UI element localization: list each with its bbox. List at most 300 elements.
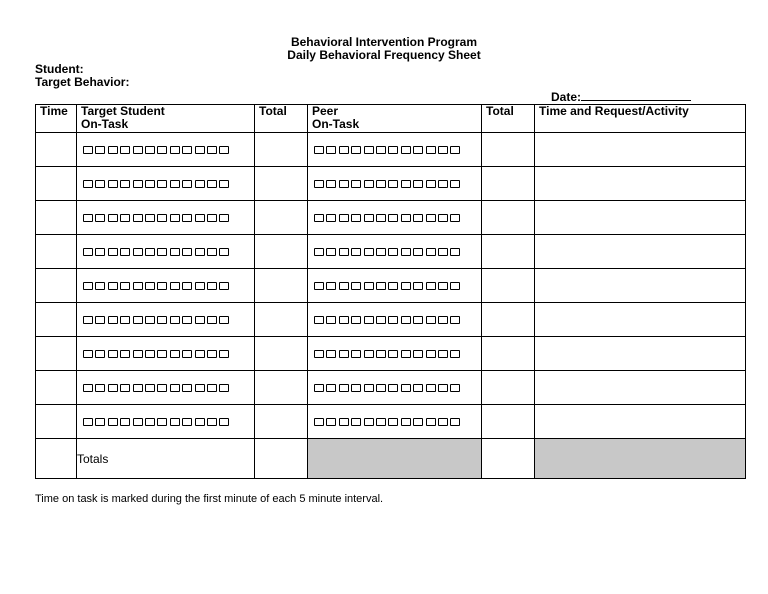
interval-checkbox[interactable]: [351, 350, 361, 358]
interval-checkbox[interactable]: [120, 146, 130, 154]
request-activity-cell[interactable]: [535, 371, 746, 405]
target-student-cell: [77, 371, 255, 405]
interval-checkbox[interactable]: [95, 316, 105, 324]
request-activity-cell[interactable]: [535, 235, 746, 269]
target-student-cell: [77, 269, 255, 303]
interval-checkbox[interactable]: [326, 282, 336, 290]
interval-checkbox[interactable]: [108, 350, 118, 358]
interval-checkbox[interactable]: [388, 146, 398, 154]
interval-row: [36, 303, 746, 337]
interval-checkbox[interactable]: [413, 214, 423, 222]
interval-checkbox[interactable]: [351, 384, 361, 392]
interval-checkbox[interactable]: [450, 214, 460, 222]
peer-checkbox-group: [308, 303, 481, 336]
totals-student-total-cell[interactable]: [255, 439, 308, 479]
interval-checkbox[interactable]: [438, 248, 448, 256]
interval-checkbox[interactable]: [314, 180, 324, 188]
interval-checkbox[interactable]: [314, 350, 324, 358]
interval-checkbox[interactable]: [182, 316, 192, 324]
interval-checkbox[interactable]: [413, 248, 423, 256]
interval-checkbox[interactable]: [120, 418, 130, 426]
request-activity-cell[interactable]: [535, 405, 746, 439]
interval-checkbox[interactable]: [219, 350, 229, 358]
target-student-checkbox-group: [77, 269, 254, 302]
interval-checkbox[interactable]: [195, 282, 205, 290]
interval-checkbox[interactable]: [339, 316, 349, 324]
interval-checkbox[interactable]: [133, 418, 143, 426]
interval-checkbox[interactable]: [450, 350, 460, 358]
interval-checkbox[interactable]: [401, 214, 411, 222]
interval-checkbox[interactable]: [219, 418, 229, 426]
col-header-peer: Peer On-Task: [308, 105, 482, 133]
interval-checkbox[interactable]: [401, 248, 411, 256]
interval-checkbox[interactable]: [326, 146, 336, 154]
interval-checkbox[interactable]: [364, 248, 374, 256]
interval-checkbox[interactable]: [351, 180, 361, 188]
interval-checkbox[interactable]: [219, 180, 229, 188]
interval-checkbox[interactable]: [83, 146, 93, 154]
interval-checkbox[interactable]: [438, 384, 448, 392]
interval-checkbox[interactable]: [145, 418, 155, 426]
interval-checkbox[interactable]: [438, 282, 448, 290]
interval-checkbox[interactable]: [120, 316, 130, 324]
date-label: Date:: [551, 90, 582, 104]
interval-checkbox[interactable]: [120, 180, 130, 188]
interval-checkbox[interactable]: [326, 248, 336, 256]
interval-checkbox[interactable]: [157, 180, 167, 188]
peer-checkbox-group: [308, 201, 481, 234]
interval-checkbox[interactable]: [182, 282, 192, 290]
peer-total-cell[interactable]: [482, 235, 535, 269]
interval-checkbox[interactable]: [376, 316, 386, 324]
interval-row: [36, 405, 746, 439]
interval-checkbox[interactable]: [207, 146, 217, 154]
interval-checkbox[interactable]: [326, 350, 336, 358]
time-cell[interactable]: [36, 167, 77, 201]
interval-checkbox[interactable]: [207, 180, 217, 188]
header-row: [36, 105, 746, 133]
interval-checkbox[interactable]: [450, 282, 460, 290]
time-cell[interactable]: [36, 303, 77, 337]
interval-checkbox[interactable]: [326, 214, 336, 222]
request-activity-cell[interactable]: [535, 201, 746, 235]
interval-checkbox[interactable]: [157, 146, 167, 154]
interval-row: [36, 167, 746, 201]
peer-total-cell[interactable]: [482, 269, 535, 303]
peer-checkbox-group: [308, 371, 481, 404]
interval-checkbox[interactable]: [450, 384, 460, 392]
interval-checkbox[interactable]: [83, 248, 93, 256]
interval-checkbox[interactable]: [388, 350, 398, 358]
interval-checkbox[interactable]: [438, 316, 448, 324]
interval-checkbox[interactable]: [326, 180, 336, 188]
interval-checkbox[interactable]: [401, 350, 411, 358]
interval-checkbox[interactable]: [133, 248, 143, 256]
interval-checkbox[interactable]: [170, 316, 180, 324]
interval-checkbox[interactable]: [351, 146, 361, 154]
interval-checkbox[interactable]: [388, 282, 398, 290]
interval-checkbox[interactable]: [450, 418, 460, 426]
interval-checkbox[interactable]: [339, 180, 349, 188]
interval-checkbox[interactable]: [145, 316, 155, 324]
form-subtitle: Daily Behavioral Frequency Sheet: [287, 48, 481, 62]
interval-checkbox[interactable]: [120, 214, 130, 222]
interval-checkbox[interactable]: [388, 418, 398, 426]
time-cell[interactable]: [36, 269, 77, 303]
interval-checkbox[interactable]: [120, 384, 130, 392]
interval-checkbox[interactable]: [95, 384, 105, 392]
interval-checkbox[interactable]: [83, 384, 93, 392]
footer-note: Time on task is marked during the first minute of each 5 minute interval.: [35, 493, 384, 505]
student-total-cell[interactable]: [255, 133, 308, 167]
interval-checkbox[interactable]: [182, 350, 192, 358]
interval-checkbox[interactable]: [426, 282, 436, 290]
interval-checkbox[interactable]: [108, 146, 118, 154]
interval-row: [36, 133, 746, 167]
interval-checkbox[interactable]: [108, 282, 118, 290]
interval-checkbox[interactable]: [95, 214, 105, 222]
interval-checkbox[interactable]: [351, 214, 361, 222]
interval-checkbox[interactable]: [195, 384, 205, 392]
col-header-target-student: Target Student On-Task: [77, 105, 255, 133]
interval-checkbox[interactable]: [170, 248, 180, 256]
interval-checkbox[interactable]: [339, 418, 349, 426]
interval-checkbox[interactable]: [314, 248, 324, 256]
interval-checkbox[interactable]: [413, 146, 423, 154]
interval-checkbox[interactable]: [351, 418, 361, 426]
interval-checkbox[interactable]: [95, 282, 105, 290]
interval-checkbox[interactable]: [219, 146, 229, 154]
interval-checkbox[interactable]: [376, 180, 386, 188]
interval-checkbox[interactable]: [170, 214, 180, 222]
interval-checkbox[interactable]: [438, 418, 448, 426]
interval-checkbox[interactable]: [426, 384, 436, 392]
student-total-cell[interactable]: [255, 371, 308, 405]
interval-checkbox[interactable]: [133, 282, 143, 290]
interval-checkbox[interactable]: [195, 418, 205, 426]
peer-total-cell[interactable]: [482, 337, 535, 371]
interval-checkbox[interactable]: [376, 350, 386, 358]
request-activity-cell[interactable]: [535, 133, 746, 167]
interval-checkbox[interactable]: [145, 180, 155, 188]
target-student-cell: [77, 235, 255, 269]
interval-checkbox[interactable]: [364, 384, 374, 392]
interval-checkbox[interactable]: [364, 180, 374, 188]
target-student-cell: [77, 405, 255, 439]
interval-checkbox[interactable]: [83, 214, 93, 222]
interval-checkbox[interactable]: [351, 248, 361, 256]
interval-checkbox[interactable]: [133, 316, 143, 324]
interval-checkbox[interactable]: [388, 180, 398, 188]
interval-checkbox[interactable]: [401, 384, 411, 392]
form-title: Behavioral Intervention Program: [290, 35, 478, 49]
interval-checkbox[interactable]: [326, 384, 336, 392]
interval-checkbox[interactable]: [413, 180, 423, 188]
totals-activity-shaded-cell: [535, 439, 746, 479]
interval-checkbox[interactable]: [351, 282, 361, 290]
interval-checkbox[interactable]: [182, 248, 192, 256]
interval-checkbox[interactable]: [426, 248, 436, 256]
date-blank-line[interactable]: [581, 89, 691, 101]
interval-checkbox[interactable]: [314, 282, 324, 290]
peer-cell: [308, 303, 482, 337]
interval-checkbox[interactable]: [83, 316, 93, 324]
interval-checkbox[interactable]: [314, 316, 324, 324]
interval-checkbox[interactable]: [450, 316, 460, 324]
interval-checkbox[interactable]: [170, 384, 180, 392]
interval-checkbox[interactable]: [388, 248, 398, 256]
interval-checkbox[interactable]: [426, 180, 436, 188]
interval-checkbox[interactable]: [450, 180, 460, 188]
interval-checkbox[interactable]: [219, 282, 229, 290]
peer-total-cell[interactable]: [482, 167, 535, 201]
interval-checkbox[interactable]: [314, 146, 324, 154]
interval-checkbox[interactable]: [364, 282, 374, 290]
interval-checkbox[interactable]: [195, 248, 205, 256]
peer-checkbox-group: [308, 269, 481, 302]
interval-checkbox[interactable]: [401, 146, 411, 154]
interval-checkbox[interactable]: [364, 146, 374, 154]
interval-checkbox[interactable]: [108, 214, 118, 222]
interval-checkbox[interactable]: [207, 282, 217, 290]
interval-checkbox[interactable]: [170, 146, 180, 154]
interval-checkbox[interactable]: [426, 214, 436, 222]
interval-checkbox[interactable]: [133, 350, 143, 358]
interval-row: [36, 371, 746, 405]
interval-checkbox[interactable]: [314, 214, 324, 222]
interval-checkbox[interactable]: [108, 418, 118, 426]
interval-checkbox[interactable]: [207, 214, 217, 222]
interval-checkbox[interactable]: [219, 214, 229, 222]
interval-checkbox[interactable]: [426, 418, 436, 426]
interval-checkbox[interactable]: [314, 384, 324, 392]
interval-checkbox[interactable]: [339, 282, 349, 290]
time-cell[interactable]: [36, 405, 77, 439]
target-student-checkbox-group: [77, 235, 254, 268]
interval-checkbox[interactable]: [83, 180, 93, 188]
peer-cell: [308, 235, 482, 269]
interval-checkbox[interactable]: [145, 214, 155, 222]
student-total-cell[interactable]: [255, 235, 308, 269]
interval-checkbox[interactable]: [339, 384, 349, 392]
interval-checkbox[interactable]: [426, 316, 436, 324]
interval-checkbox[interactable]: [95, 180, 105, 188]
interval-checkbox[interactable]: [438, 146, 448, 154]
interval-checkbox[interactable]: [145, 384, 155, 392]
peer-cell: [308, 371, 482, 405]
interval-checkbox[interactable]: [413, 418, 423, 426]
interval-checkbox[interactable]: [219, 316, 229, 324]
interval-checkbox[interactable]: [314, 418, 324, 426]
interval-checkbox[interactable]: [108, 248, 118, 256]
interval-checkbox[interactable]: [195, 214, 205, 222]
target-student-cell: [77, 201, 255, 235]
target-student-checkbox-group: [77, 201, 254, 234]
peer-cell: [308, 405, 482, 439]
peer-total-cell[interactable]: [482, 405, 535, 439]
interval-checkbox[interactable]: [170, 180, 180, 188]
col-header-time-request-activity: Time and Request/Activity: [535, 105, 746, 133]
interval-checkbox[interactable]: [326, 418, 336, 426]
request-activity-cell[interactable]: [535, 167, 746, 201]
interval-checkbox[interactable]: [108, 384, 118, 392]
interval-checkbox[interactable]: [450, 248, 460, 256]
target-student-cell: [77, 133, 255, 167]
interval-checkbox[interactable]: [133, 146, 143, 154]
target-behavior-label: Target Behavior:: [35, 75, 130, 89]
interval-checkbox[interactable]: [450, 146, 460, 154]
interval-checkbox[interactable]: [438, 350, 448, 358]
interval-checkbox[interactable]: [339, 248, 349, 256]
interval-checkbox[interactable]: [157, 248, 167, 256]
interval-checkbox[interactable]: [133, 180, 143, 188]
interval-checkbox[interactable]: [413, 384, 423, 392]
interval-checkbox[interactable]: [426, 350, 436, 358]
peer-cell: [308, 337, 482, 371]
interval-checkbox[interactable]: [219, 248, 229, 256]
peer-total-cell[interactable]: [482, 133, 535, 167]
interval-row: [36, 235, 746, 269]
interval-checkbox[interactable]: [145, 248, 155, 256]
request-activity-cell[interactable]: [535, 337, 746, 371]
interval-checkbox[interactable]: [120, 248, 130, 256]
time-cell[interactable]: [36, 201, 77, 235]
interval-checkbox[interactable]: [376, 282, 386, 290]
time-cell[interactable]: [36, 133, 77, 167]
interval-checkbox[interactable]: [376, 418, 386, 426]
interval-checkbox[interactable]: [95, 350, 105, 358]
interval-checkbox[interactable]: [426, 146, 436, 154]
interval-checkbox[interactable]: [388, 214, 398, 222]
interval-checkbox[interactable]: [157, 384, 167, 392]
time-cell[interactable]: [36, 235, 77, 269]
student-total-cell[interactable]: [255, 167, 308, 201]
interval-checkbox[interactable]: [83, 418, 93, 426]
interval-row: [36, 201, 746, 235]
student-total-cell[interactable]: [255, 303, 308, 337]
interval-checkbox[interactable]: [438, 180, 448, 188]
interval-checkbox[interactable]: [145, 282, 155, 290]
interval-checkbox[interactable]: [376, 146, 386, 154]
totals-label: Totals: [77, 439, 255, 479]
interval-checkbox[interactable]: [170, 418, 180, 426]
interval-checkbox[interactable]: [157, 316, 167, 324]
time-cell[interactable]: [36, 371, 77, 405]
student-total-cell[interactable]: [255, 201, 308, 235]
interval-checkbox[interactable]: [182, 418, 192, 426]
interval-checkbox[interactable]: [401, 418, 411, 426]
interval-checkbox[interactable]: [207, 316, 217, 324]
interval-checkbox[interactable]: [145, 146, 155, 154]
interval-checkbox[interactable]: [95, 146, 105, 154]
target-student-checkbox-group: [77, 303, 254, 336]
interval-checkbox[interactable]: [195, 180, 205, 188]
interval-checkbox[interactable]: [182, 146, 192, 154]
interval-checkbox[interactable]: [364, 418, 374, 426]
interval-checkbox[interactable]: [326, 316, 336, 324]
target-student-checkbox-group: [77, 337, 254, 370]
totals-peer-total-cell[interactable]: [482, 439, 535, 479]
interval-checkbox[interactable]: [413, 350, 423, 358]
totals-peer-shaded-cell: [308, 439, 482, 479]
student-label: Student:: [35, 62, 84, 76]
student-total-cell[interactable]: [255, 337, 308, 371]
interval-checkbox[interactable]: [401, 282, 411, 290]
col-header-total-peer: Total: [482, 105, 535, 133]
interval-checkbox[interactable]: [157, 214, 167, 222]
interval-checkbox[interactable]: [401, 180, 411, 188]
interval-checkbox[interactable]: [401, 316, 411, 324]
interval-checkbox[interactable]: [339, 214, 349, 222]
interval-checkbox[interactable]: [195, 350, 205, 358]
interval-checkbox[interactable]: [108, 316, 118, 324]
student-total-cell[interactable]: [255, 269, 308, 303]
interval-checkbox[interactable]: [170, 350, 180, 358]
interval-checkbox[interactable]: [413, 316, 423, 324]
interval-checkbox[interactable]: [108, 180, 118, 188]
interval-checkbox[interactable]: [170, 282, 180, 290]
interval-checkbox[interactable]: [157, 282, 167, 290]
interval-checkbox[interactable]: [388, 316, 398, 324]
peer-total-cell[interactable]: [482, 303, 535, 337]
request-activity-cell[interactable]: [535, 269, 746, 303]
interval-checkbox[interactable]: [95, 248, 105, 256]
peer-total-cell[interactable]: [482, 201, 535, 235]
interval-checkbox[interactable]: [207, 350, 217, 358]
interval-checkbox[interactable]: [207, 248, 217, 256]
peer-total-cell[interactable]: [482, 371, 535, 405]
interval-checkbox[interactable]: [83, 350, 93, 358]
interval-checkbox[interactable]: [364, 316, 374, 324]
interval-checkbox[interactable]: [182, 214, 192, 222]
interval-checkbox[interactable]: [157, 418, 167, 426]
interval-checkbox[interactable]: [376, 248, 386, 256]
interval-checkbox[interactable]: [376, 384, 386, 392]
interval-checkbox[interactable]: [133, 384, 143, 392]
interval-checkbox[interactable]: [120, 282, 130, 290]
interval-checkbox[interactable]: [133, 214, 143, 222]
interval-checkbox[interactable]: [339, 350, 349, 358]
interval-row: [36, 337, 746, 371]
peer-checkbox-group: [308, 337, 481, 370]
interval-checkbox[interactable]: [195, 316, 205, 324]
interval-checkbox[interactable]: [207, 418, 217, 426]
interval-checkbox[interactable]: [207, 384, 217, 392]
interval-checkbox[interactable]: [157, 350, 167, 358]
interval-checkbox[interactable]: [83, 282, 93, 290]
interval-checkbox[interactable]: [339, 146, 349, 154]
interval-checkbox[interactable]: [182, 384, 192, 392]
interval-checkbox[interactable]: [195, 146, 205, 154]
student-total-cell[interactable]: [255, 405, 308, 439]
interval-checkbox[interactable]: [376, 214, 386, 222]
frequency-table: [35, 104, 746, 479]
interval-checkbox[interactable]: [219, 384, 229, 392]
request-activity-cell[interactable]: [535, 303, 746, 337]
interval-checkbox[interactable]: [364, 350, 374, 358]
interval-checkbox[interactable]: [182, 180, 192, 188]
time-cell[interactable]: [36, 337, 77, 371]
interval-checkbox[interactable]: [413, 282, 423, 290]
interval-checkbox[interactable]: [364, 214, 374, 222]
interval-checkbox[interactable]: [388, 384, 398, 392]
interval-checkbox[interactable]: [438, 214, 448, 222]
target-student-checkbox-group: [77, 167, 254, 200]
interval-checkbox[interactable]: [120, 350, 130, 358]
interval-checkbox[interactable]: [95, 418, 105, 426]
interval-checkbox[interactable]: [351, 316, 361, 324]
interval-checkbox[interactable]: [145, 350, 155, 358]
